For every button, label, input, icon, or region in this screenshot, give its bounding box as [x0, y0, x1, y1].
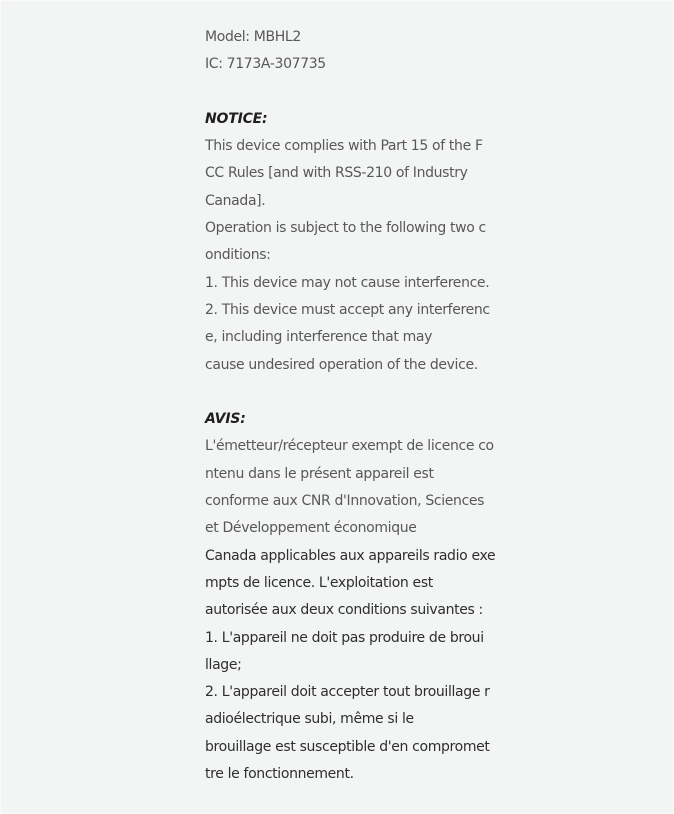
avis-line: mpts de licence. L'exploitation est [205, 574, 433, 591]
avis-line: ntenu dans le présent appareil est [205, 465, 434, 482]
regulatory-document [205, 24, 495, 788]
notice-line: This device complies with Part 15 of the F [205, 138, 483, 155]
notice-section [205, 106, 495, 379]
avis-line: L'émetteur/récepteur exempt de licence co [205, 438, 494, 455]
avis-line: Canada applicables aux appareils radio exe [205, 547, 496, 564]
avis-line: adioélectrique subi, même si le [205, 711, 414, 728]
avis-line: 2. L'appareil doit accepter tout brouillage r [205, 684, 490, 701]
notice-line: e, including interference that may [205, 329, 433, 346]
section-spacer [205, 79, 495, 106]
notice-heading: NOTICE: [205, 110, 268, 127]
section-spacer [205, 379, 495, 406]
avis-section [205, 406, 495, 788]
notice-line: onditions: [205, 247, 271, 264]
avis-line: 1. L'appareil ne doit pas produire de broui [205, 629, 484, 646]
avis-line: tre le fonctionnement. [205, 766, 354, 783]
avis-line: autorisée aux deux conditions suivantes : [205, 602, 483, 619]
notice-line: Operation is subject to the following two c [205, 220, 486, 237]
ic-number: IC: 7173A-307735 [205, 56, 326, 73]
avis-line: llage; [205, 656, 242, 673]
avis-line: brouillage est susceptible d'en compromet [205, 738, 490, 755]
notice-line: CC Rules [and with RSS-210 of Industry [205, 165, 468, 182]
model-number: Model: MBHL2 [205, 29, 301, 45]
avis-line: conforme aux CNR d'Innovation, Sciences [205, 493, 485, 510]
notice-line: 2. This device must accept any interferenc [205, 301, 490, 318]
avis-line: et Développement économique [205, 520, 417, 537]
notice-line: Canada]. [205, 192, 266, 209]
notice-line: cause undesired operation of the device. [205, 356, 478, 373]
avis-heading: AVIS: [205, 411, 246, 428]
notice-line: 1. This device may not cause interference. [205, 274, 490, 291]
